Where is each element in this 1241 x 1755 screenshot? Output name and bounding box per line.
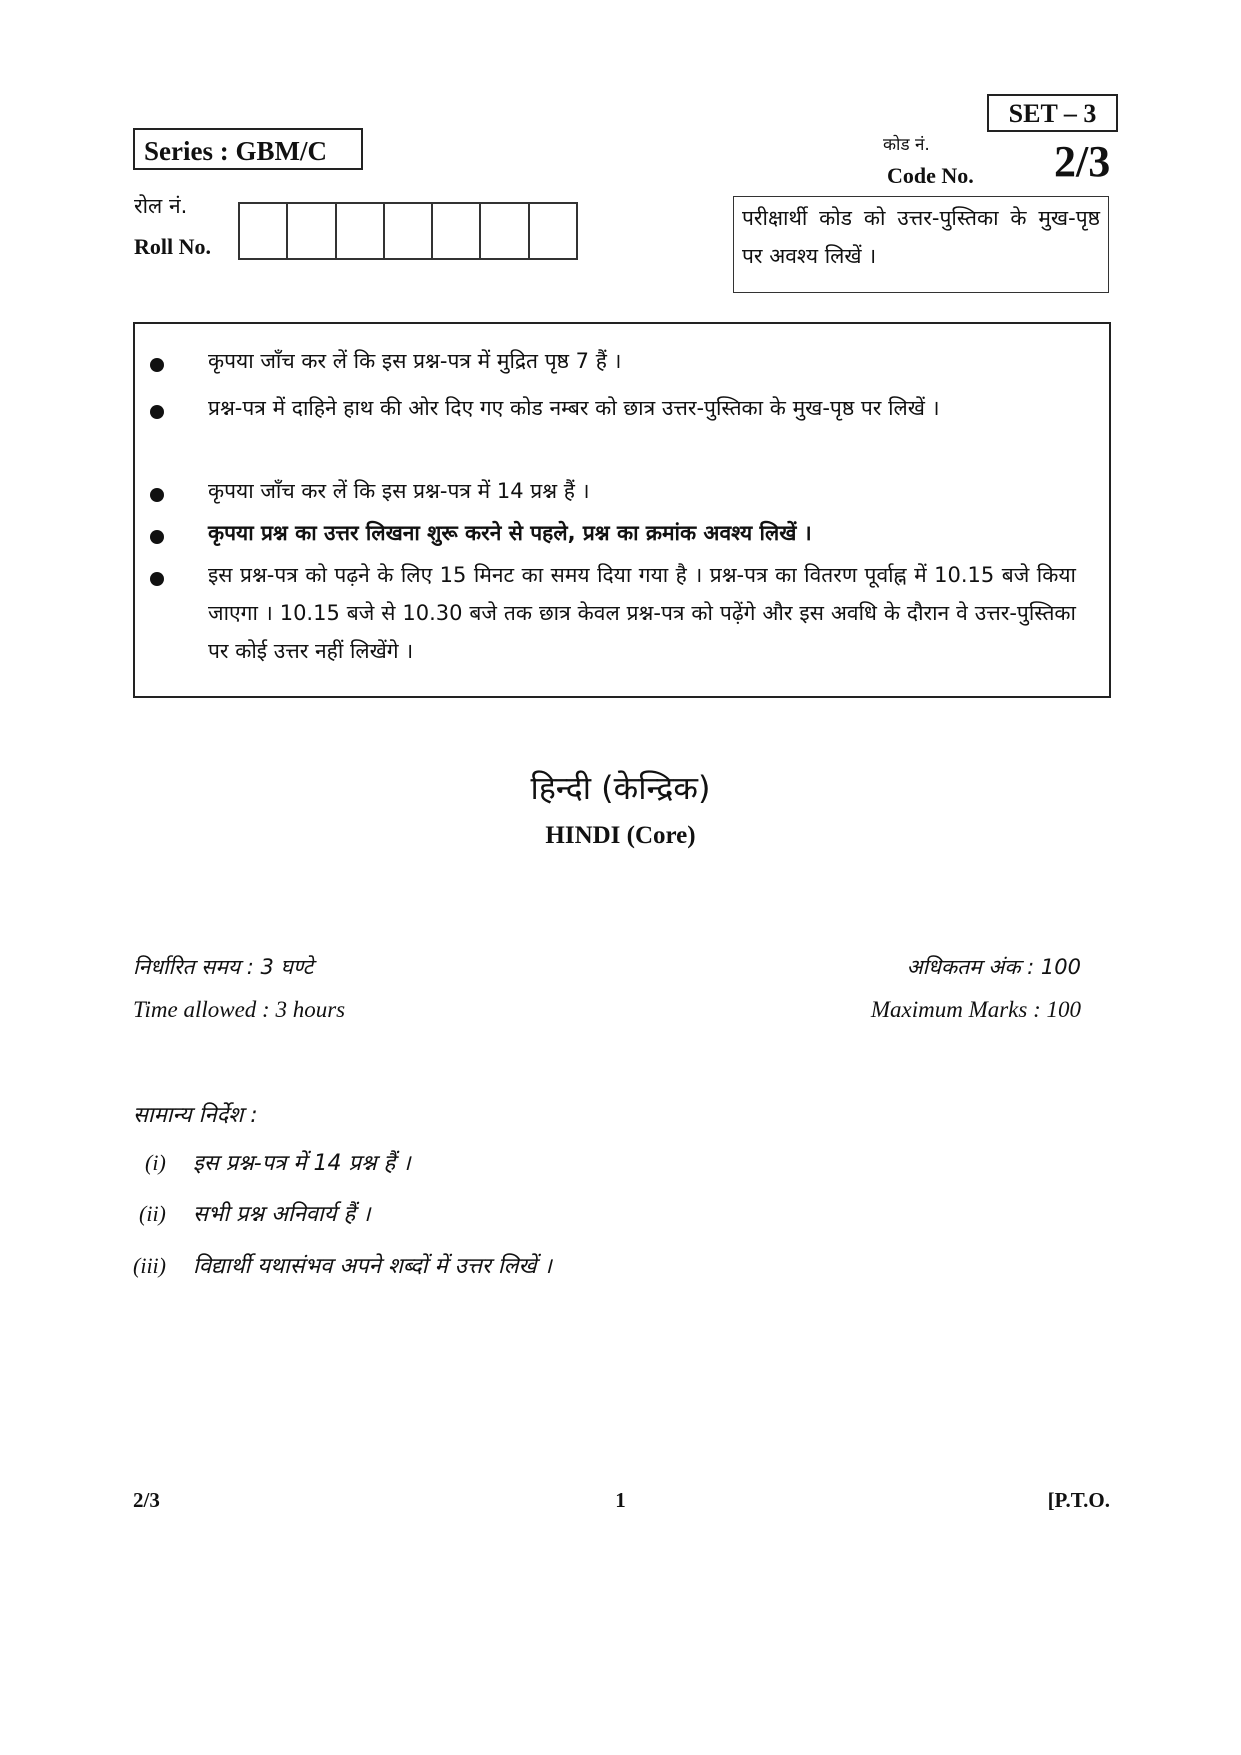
roll-digit-box[interactable] [238, 204, 286, 258]
subject-title: HINDI (Core) [545, 822, 696, 849]
bullet-icon [150, 358, 164, 372]
code-note: परीक्षार्थी कोड को उत्तर-पुस्तिका के मुख-पृष्ठ पर अवश्य लिखें । [733, 196, 1109, 293]
item-text: विद्यार्थी यथासंभव अपने शब्दों में उत्तर लिखें । [193, 1254, 552, 1279]
instruction-text: इस प्रश्न-पत्र को पढ़ने के लिए 15 मिनट का समय दिया गया है । प्रश्न-पत्र का वितरण पूर्वाह्न में 10.15 बजे किया जाएगा । 10.15 बजे से 10.30 बजे तक छात्र केवल प्रश्न-पत्र को पढ़ेंगे और इस अवधि के दौरान वे उत्तर-पुस्तिका पर कोई उत्तर नहीं लिखेंगे । [208, 563, 1076, 663]
roll-label-hindi: रोल नं. [134, 194, 188, 218]
maximum-marks: Maximum Marks : 100 [870, 997, 1081, 1022]
series-label: Series : GBM/C [133, 128, 363, 170]
time-allowed-hindi: निर्धारित समय : 3 घण्टे [133, 955, 314, 979]
pto-label: [P.T.O. [1047, 1488, 1110, 1512]
instruction-text: कृपया जाँच कर लें कि इस प्रश्न-पत्र में 14 प्रश्न हैं । [208, 479, 590, 503]
instruction-text: कृपया प्रश्न का उत्तर लिखना शुरू करने से पहले, प्रश्न का क्रमांक अवश्य लिखें । [208, 521, 812, 545]
instructions-box [133, 322, 1111, 698]
page-number: 1 [615, 1488, 626, 1512]
general-instruction-item [133, 1147, 411, 1177]
instruction-text: प्रश्न-पत्र में दाहिने हाथ की ओर दिए गए कोड नम्बर को छात्र उत्तर-पुस्तिका के मुख-पृष्ठ पर लिखें । [208, 396, 940, 420]
code-label: Code No. [887, 163, 974, 188]
set-label: SET – 3 [987, 94, 1118, 132]
general-instruction-item [133, 1198, 371, 1228]
roll-digit-box[interactable] [479, 204, 527, 258]
roll-label: Roll No. [134, 234, 211, 259]
roll-digit-box[interactable] [431, 204, 479, 258]
general-instruction-item [133, 1250, 552, 1280]
item-text: इस प्रश्न-पत्र में 14 प्रश्न हैं । [193, 1151, 411, 1176]
general-instructions-title: सामान्य निर्देश : [133, 1103, 258, 1128]
item-number: (ii) [139, 1201, 166, 1226]
roll-digit-box[interactable] [335, 204, 383, 258]
item-text: सभी प्रश्न अनिवार्य हैं । [193, 1202, 371, 1227]
bullet-icon [150, 488, 164, 502]
roll-digit-box[interactable] [528, 204, 578, 258]
roll-digit-box[interactable] [286, 204, 334, 258]
item-number: (iii) [133, 1253, 166, 1278]
code-value: 2/3 [1054, 137, 1111, 186]
bullet-icon [150, 530, 164, 544]
roll-number-grid[interactable] [238, 202, 578, 260]
subject-title-hindi: हिन्दी (केन्द्रिक) [530, 769, 711, 807]
bullet-icon [150, 405, 164, 419]
bullet-icon [150, 572, 164, 586]
code-label-hindi: कोड नं. [883, 135, 930, 155]
footer-code: 2/3 [133, 1488, 160, 1512]
roll-digit-box[interactable] [383, 204, 431, 258]
time-allowed: Time allowed : 3 hours [133, 997, 346, 1022]
instruction-text: कृपया जाँच कर लें कि इस प्रश्न-पत्र में मुद्रित पृष्ठ 7 हैं । [208, 349, 622, 373]
maximum-marks-hindi: अधिकतम अंक : 100 [906, 955, 1081, 979]
item-number: (i) [145, 1150, 166, 1175]
